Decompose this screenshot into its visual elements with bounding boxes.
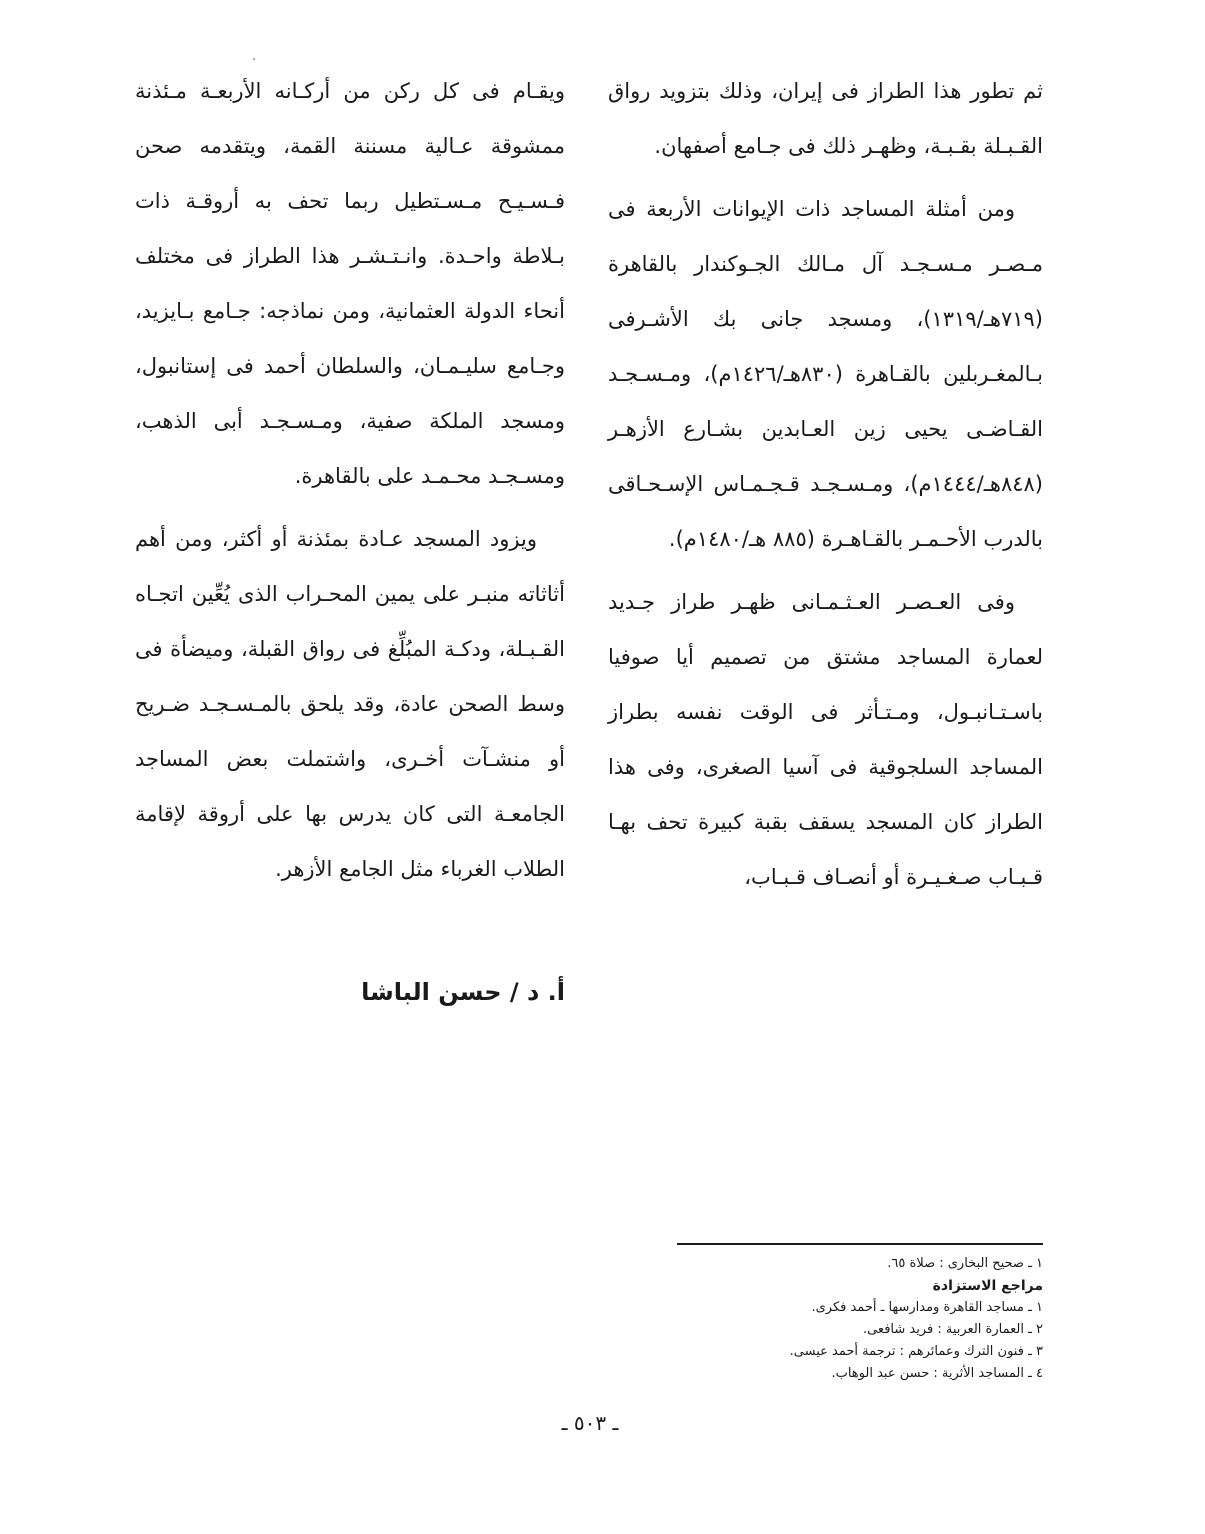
page-number: ـ ٥٠٣ ـ [561, 1411, 619, 1435]
reference-item: ٣ ـ فنون الترك وعمائرهم : ترجمة أحمد عيسى. [789, 1344, 1043, 1359]
reference-item: ١ ـ مساجد القاهرة ومدارسها ـ أحمد فكرى. [811, 1300, 1043, 1315]
footnotes-block [613, 1253, 1043, 1385]
references-heading: مراجع الاستزادة [932, 1278, 1043, 1294]
paragraph: ويقـام فى كل ركن من أركـانه الأربعـة مـئذنة ممشوقة عـالية مسننة القمة، ويتقدمه صحن فـسـيـح مـسـتطيل ربما تحف به أروقـة ذات بـلاطة واحـدة. وانـتـشـر هذا الطراز فى مختلف أنحاء الدولة العثمانية، ومن نماذجه: جـامع بـايزيد، وجـامع سليـمـان، والسلطان أحمد فى إستانبول، ومسجد الملكة صفية، ومـسـجـد أبى الذهب، ومسـجـد محـمـد على بالقاهرة. [135, 79, 565, 488]
reference-item: ٢ ـ العمارة العربية : فريد شافعى. [862, 1322, 1043, 1337]
paragraph: ويزود المسجد عـادة بمئذنة أو أكثر، ومن أهم أثاثاته منبـر على يمين المحـراب الذى يُعِّين اتجـاه القـبـلة، ودكـة المبُلِّغ فى رواق القبلة، وميضأة فى وسط الصحن عادة، وقد يلحق بالمـسـجـد ضـريح أو منشـآت أخـرى، واشتملت بعض المساجد الجامعـة التى كان يدرس بها على أروقة لإقامة الطلاب الغرباء مثل الجامع الأزهر. [135, 527, 565, 881]
paragraph: وفى العـصـر العـثـمـانى ظهـر طراز جـديد لعمارة المساجد مشتق من تصميم أيا صوفيا باسـتـانبـول، ومـتـأثر فى الوقت نفسه بطراز المساجد السلجوقية فى آسيا الصغرى، وفى هذا الطراز كان المسجد يسقف بقبة كبيرة تحف بهـا قـبـاب صـغـيـرة أو أنصـاف قـبـاب، [608, 590, 1043, 889]
right-text-column [608, 64, 1043, 905]
footnote-divider [677, 1243, 1043, 1245]
scan-speck [253, 58, 255, 60]
footnote-item: ١ ـ صحيح البخارى : صلاة ٦٥. [887, 1256, 1043, 1271]
reference-item: ٤ ـ المساجد الأثرية : حسن عبد الوهاب. [831, 1366, 1043, 1381]
left-text-column [135, 64, 565, 897]
author-signature: أ. د / حسن الباشا [361, 978, 565, 1006]
paragraph: ومن أمثلة المساجد ذات الإيوانات الأربعة فى مـصـر مـسـجـد آل مـالك الجـوكندار بالقاهرة (٧١٩هـ/١٣١٩)، ومسجد جانى بك الأشـرفى بـالمغـربلين بالقـاهرة (٨٣٠هـ/١٤٢٦م)، ومـسـجـد القـاضـى يحيى زين العـابدين بشـارع الأزهـر (٨٤٨هـ/١٤٤٤م)، ومـسـجـد قـجـمـاس الإسـحـاقى بالدرب الأحـمـر بالقـاهـرة (٨٨٥ هـ/١٤٨٠م). [608, 197, 1043, 551]
paragraph: ثم تطور هذا الطراز فى إيران، وذلك بتزويد رواق القـبـلة بقـبـة، وظهـر ذلك فى جـامع أصفهان. [608, 79, 1043, 158]
